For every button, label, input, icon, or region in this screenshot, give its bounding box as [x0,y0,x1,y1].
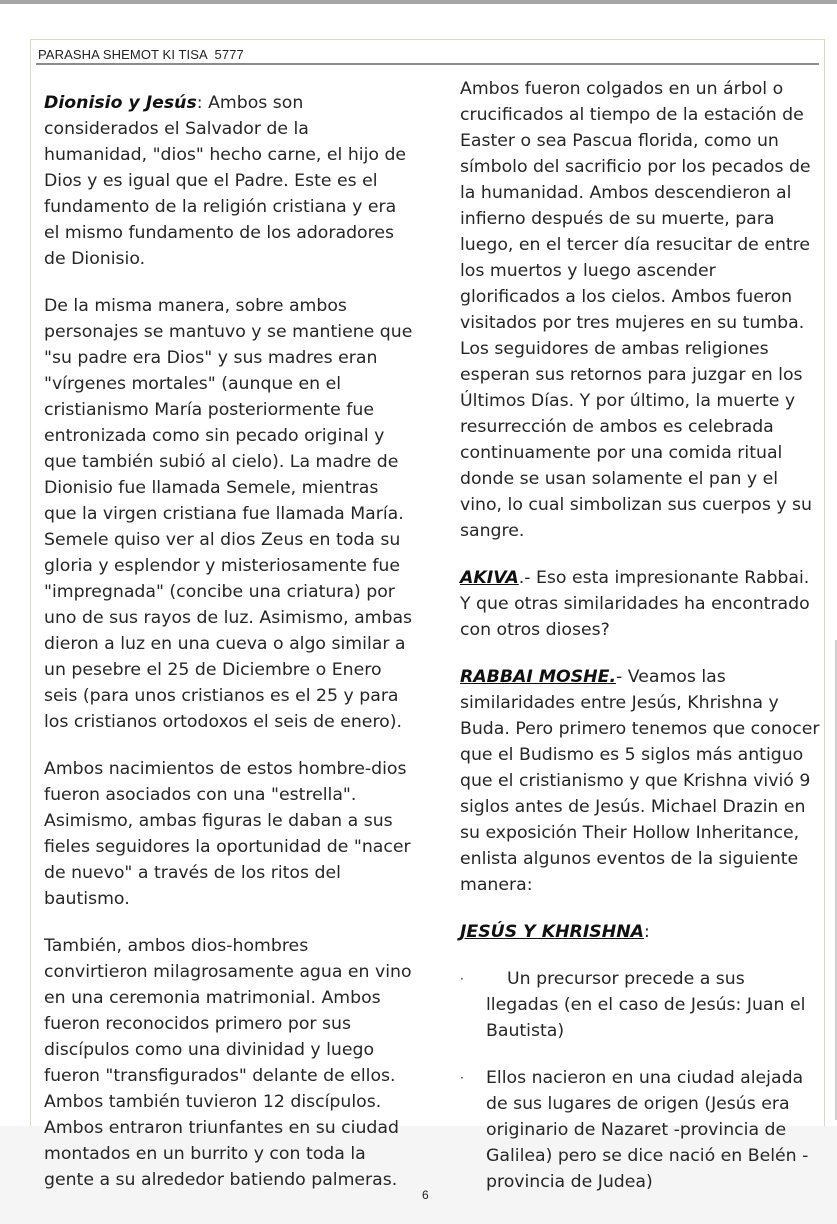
running-header: PARASHA SHEMOT KI TISA 5777 [38,47,244,62]
paragraph: Ambos nacimientos de estos hombre-dios fueron asociados con una "estrella". Asimismo, ambas figuras le daban a sus fieles seguidores la oportunidad de "nacer de nuevo" a través de los ritos del bautismo. [44,759,411,909]
section-heading-text: JESÚS Y KHRISHNA [460,922,645,942]
dialogue-akiva [460,565,820,643]
list-item [460,1065,820,1195]
paragraph: De la misma manera, sobre ambos personajes se mantuvo y se mantiene que "su padre era Dios" y sus madres eran "vírgenes mortales" (aunque en el cristianismo María posteriormente fue entronizada como sin pecado original y que también subió al cielo). La madre de Dionisio fue llamada Semele, mientras que la virgen cristiana fue llamada María. Semele quiso ver al dios Zeus en toda su gloria y esplendor y misteriosamente fue "impregnada" (concibe una criatura) por uno de sus rayos de luz. Asimismo, ambas dieron a luz en una cueva o algo similar a un pesebre el 25 de Diciembre o Enero seis (para unos cristianos es el 25 y para los cristianos ortodoxos el seis de enero). [44,296,413,732]
paragraph-lead: Dionisio y Jesús [44,93,197,113]
dialogue-text: .- Eso esta impresionante Rabbai. Y que otras similaridades ha encontrado con otros dioses? [460,568,810,640]
speaker-name: AKIVA [460,568,519,588]
list-item [460,966,820,1044]
left-column [44,90,414,1214]
list-item-text: Ellos nacieron en una ciudad alejada de sus lugares de origen (Jesús era originario de Nazaret -provincia de Galilea) pero se dice nació en Belén - provincia de Judea) [486,1068,809,1192]
dialogue-text: - Veamos las similaridades entre Jesús, Khrishna y Buda. Pero primero tenemos que conocer que el Budismo es 5 siglos más antiguo que el cristianismo y que Krishna vivió 9 siglos antes de Jesús. Michael Drazin en su exposición Their Hollow Inheritance, enlista algunos eventos de la siguiente manera: [460,667,820,895]
top-border [0,0,837,4]
header-rule [36,63,819,65]
bullet-marker: · [460,972,464,986]
section-heading [460,919,820,945]
list-item-text: Un precursor precede a sus llegadas (en el caso de Jesús: Juan el Bautista) [486,969,806,1041]
paragraph-text: : Ambos son considerados el Salvador de la humanidad, "dios" hecho carne, el hijo de Dios y es igual que el Padre. Este es el fundamento de la religión cristiana y era el mismo fundamento de los adoradores de Dionisio. [44,93,407,269]
bullet-marker: · [460,1071,464,1085]
page-number: 6 [422,1188,429,1202]
paragraph: También, ambos dios-hombres convirtieron milagrosamente agua en vino en una ceremonia matrimonial. Ambos fueron reconocidos primero por sus discípulos como una divinidad y luego fueron "transfigurados" delante de ellos. Ambos también tuvieron 12 discípulos. Ambos entraron triunfantes en su ciudad montados en un burrito y con toda la gente a su alrededor batiendo palmeras. [44,936,412,1190]
paragraph [44,90,414,272]
speaker-name: RABBAI MOSHE. [460,667,617,687]
paragraph: Ambos fueron colgados en un árbol o crucificados al tiempo de la estación de Easter o sea Pascua florida, como un símbolo del sacrificio por los pecados de la humanidad. Ambos descendieron al infierno después de su muerte, para luego, en el tercer día resucitar de entre los muertos y luego ascender glorificados a los cielos. Ambos fueron visitados por tres mujeres en su tumba. Los seguidores de ambas religiones esperan sus retornos para juzgar en los Últimos Días. Y por último, la muerte y resurrección de ambos es celebrada continuamente por una comida ritual donde se usan solamente el pan y el vino, lo cual simbolizan sus cuerpos y su sangre. [460,79,812,541]
right-column [460,76,820,1216]
section-heading-colon: : [644,922,650,942]
dialogue-moshe [460,664,820,898]
